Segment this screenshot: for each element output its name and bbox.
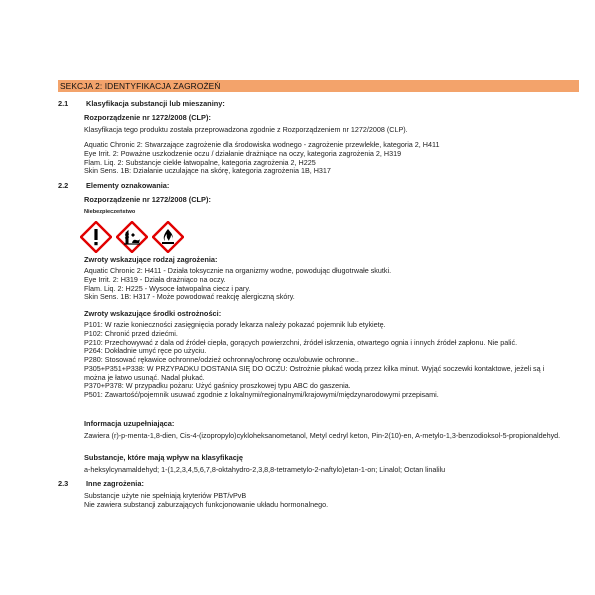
section-title: Inne zagrożenia: [86, 479, 144, 488]
supplemental-info-text: Zawiera (r)-p-menta-1,8-dien, Cis-4-(izopropylo)cykloheksanometanol, Metyl cedryl keton, Pin-2(10)-en, A-metylo-1,3-benzodioksol-5-propionaldehyd. [84, 431, 561, 440]
precautionary-statements-list [84, 321, 584, 400]
precautionary-statement: P210: Przechowywać z dala od źródeł ciepła, gorących powierzchni, źródeł iskrzenia, otwartego ognia i innych źródeł zapłonu. Nie palić. [84, 337, 518, 347]
precautionary-statement: P370+P378: W przypadku pożaru: Użyć gaśnicy proszkowej typu ABC do gaszenia. [84, 381, 351, 391]
classification-list [84, 141, 584, 175]
section-number: 2.1 [58, 99, 69, 108]
hazard-statement: Flam. Liq. 2: H225 - Wysoce łatwopalna ciecz i pary. [84, 283, 251, 293]
precautionary-statement: P305+P351+P338: W PRZYPADKU DOSTANIA SIĘ DO OCZU: Ostrożnie płukać wodą przez kilka minut. Wyjąć soczewki kontaktowe, jeżeli są i można je łatwo usunąć. Nadal płukać. [84, 363, 545, 382]
section-number: 2.3 [58, 479, 69, 488]
section-title: Elementy oznakowania: [86, 181, 170, 190]
section-header-title: SEKCJA 2: IDENTYFIKACJA ZAGROŻEŃ [60, 81, 221, 91]
classification-line: Flam. Liq. 2: Substancje ciekłe łatwopalne, kategoria zagrożenia 2, H225 [84, 157, 316, 167]
hazard-statements-title: Zwroty wskazujące rodzaj zagrożenia: [84, 255, 218, 264]
classification-line: Eye Irrit. 2: Poważne uszkodzenie oczu / działanie drażniące na oczy, kategoria zagrożenia 2, H319 [84, 148, 402, 158]
classification-intro: Klasyfikacja tego produktu została przeprowadzona zgodnie z Rozporządzeniem nr 1272/2008 (CLP). [84, 125, 408, 134]
classification-substances-text: a-heksylcynamaldehyd; 1-(1,2,3,4,5,6,7,8-oktahydro-2,3,8,8-tetrametylo-2-naftylo)etan-1-on; Linalol; Octan linalilu [84, 465, 446, 474]
signal-word: Niebezpieczeństwo [84, 209, 136, 215]
other-hazard-line: Substancje użyte nie spełniają kryteriów PBT/vPvB [84, 491, 247, 500]
hazard-statement: Skin Sens. 1B: H317 - Może powodować reakcję alergiczną skóry. [84, 292, 295, 302]
exclamation-mark-icon [80, 221, 112, 253]
precautionary-statement: P264: Dokładnie umyć ręce po użyciu. [84, 346, 207, 356]
section-header [58, 80, 579, 92]
hazard-statement: Eye Irrit. 2: H319 - Działa drażniąco na oczy. [84, 274, 226, 284]
supplemental-info-title: Informacja uzupełniająca: [84, 419, 175, 428]
precautionary-statement: P102: Chronić przed dziećmi. [84, 328, 178, 338]
classification-line: Skin Sens. 1B: Działanie uczulające na skórę, kategoria zagrożenia 1B, H317 [84, 166, 331, 175]
classification-substances-title: Substancje, które mają wpływ na klasyfikację [84, 453, 243, 462]
regulation-label: Rozporządzenie nr 1272/2008 (CLP): [84, 113, 211, 122]
regulation-label: Rozporządzenie nr 1272/2008 (CLP): [84, 195, 211, 204]
hazard-statements-list [84, 267, 584, 302]
other-hazards-list [84, 492, 584, 510]
section-number: 2.2 [58, 181, 69, 190]
classification-line: Aquatic Chronic 2: Stwarzające zagrożenie dla środowiska wodnego - zagrożenie przewlekłe, kategoria 2, H411 [84, 141, 440, 149]
precautionary-statements-title: Zwroty wskazujące środki ostrożności: [84, 309, 222, 318]
precautionary-statement: P501: Zawartość/pojemnik usuwać zgodnie z lokalnymi/regionalnymi/krajowymi/międzynarodowymi przepisami. [84, 390, 439, 400]
precautionary-statement: P280: Stosować rękawice ochronne/odzież ochronną/ochronę oczu/obuwie ochronne.. [84, 355, 359, 365]
hazard-statement: Aquatic Chronic 2: H411 - Działa toksycznie na organizmy wodne, powodując długotrwałe skutki. [84, 266, 392, 275]
environment-icon [116, 221, 148, 253]
flame-icon [152, 221, 184, 253]
other-hazard-line: Nie zawiera substancji zaburzających funkcjonowanie układu hormonalnego. [84, 499, 329, 509]
section-title: Klasyfikacja substancji lub mieszaniny: [86, 99, 225, 108]
precautionary-statement: P101: W razie konieczności zasięgnięcia porady lekarza należy pokazać pojemnik lub etykietę. [84, 320, 386, 329]
